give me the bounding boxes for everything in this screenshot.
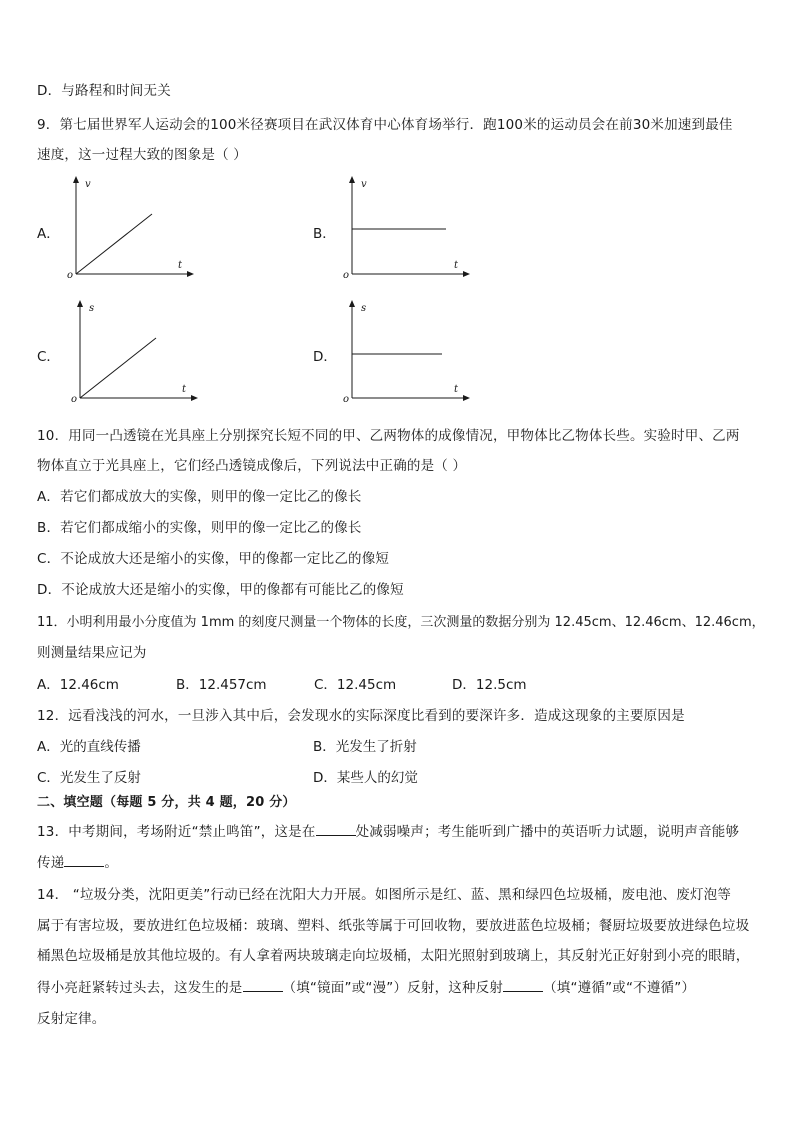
x-axis-arrow — [463, 271, 470, 277]
q14-line3: 桶黑色垃圾桶是放其他垃圾的。有人拿着两块玻璃走向垃圾桶，太阳光照射到玻璃上，其反射光正好射到小亮的眼睛， — [37, 948, 750, 964]
q10-stem-line2: 物体直立于光具座上，它们经凸透镜成像后，下列说法中正确的是（ ） — [37, 458, 467, 474]
q10-option-d: D．不论成放大还是缩小的实像，甲的像都有可能比乙的像短 — [37, 582, 404, 598]
q14-blank-1[interactable] — [243, 977, 283, 992]
x-axis-label: t — [178, 260, 183, 271]
q11-option-c: C．12.45cm — [314, 677, 397, 693]
origin-label: o — [67, 270, 74, 280]
y-axis-label: s — [89, 303, 95, 314]
q12-option-b: B．光发生了折射 — [313, 739, 417, 755]
q10-option-a: A．若它们都成放大的实像，则甲的像一定比乙的像长 — [37, 489, 362, 505]
q13-blank-2[interactable] — [64, 852, 104, 867]
q9-graph-b — [342, 174, 472, 280]
q12-option-d: D．某些人的幻觉 — [313, 770, 418, 786]
q14-line1: 14． “垃圾分类，沈阳更美”行动已经在沈阳大力开展。如图所示是红、蓝、黑和绿四色垃圾桶，废电池、废灯泡等 — [37, 887, 732, 903]
y-axis-label: s — [361, 303, 367, 314]
q11-option-d: D．12.5cm — [452, 677, 527, 693]
q14-blank-2[interactable] — [503, 977, 543, 992]
q9-graph-d — [342, 298, 472, 404]
q14-text-c: （填“遵循”或“不遵循”） — [543, 980, 696, 996]
q9-graph-a — [66, 174, 196, 280]
q14-line5: 反射定律。 — [37, 1011, 106, 1027]
q14-line2: 属于有害垃圾，要放进红色垃圾桶：玻璃、塑料、纸张等属于可回收物，要放进蓝色垃圾桶；餐厨垃圾要放进绿色垃圾 — [37, 918, 750, 934]
origin-label: o — [343, 394, 350, 404]
x-axis-arrow — [191, 395, 198, 401]
y-axis-label: v — [361, 179, 367, 190]
y-axis-arrow — [349, 300, 355, 307]
q10-option-c: C．不论成放大还是缩小的实像，甲的像都一定比乙的像短 — [37, 551, 390, 567]
q12-option-c: C．光发生了反射 — [37, 770, 141, 786]
graph-line — [80, 338, 156, 398]
q9-graph-c — [70, 298, 200, 404]
q13-text-c: 传递 — [37, 855, 65, 871]
q13-line1 — [37, 821, 739, 842]
q10-option-b: B．若它们都成缩小的实像，则甲的像一定比乙的像长 — [37, 520, 362, 536]
x-axis-label: t — [454, 384, 459, 395]
q11-option-b: B．12.457cm — [176, 677, 267, 693]
q9-stem-line2: 速度，这一过程大致的图象是（ ） — [37, 147, 247, 163]
section-heading-fill-in: 二、填空题（每题 5 分，共 4 题，20 分） — [37, 795, 296, 810]
q14-line4 — [37, 977, 695, 998]
q9-option-b-label: B． — [313, 226, 336, 242]
x-axis-label: t — [182, 384, 187, 395]
q13-text-b: 处减弱噪声；考生能听到广播中的英语听力试题，说明声音能够 — [355, 824, 740, 840]
q11-stem-line1: 11．小明利用最小分度值为 1mm 的刻度尺测量一个物体的长度，三次测量的数据分别为 12.45cm、12.46cm、12.46cm， — [37, 615, 765, 630]
q13-text-a: 13．中考期间，考场附近“禁止鸣笛”，这是在 — [37, 824, 316, 840]
x-axis-arrow — [187, 271, 194, 277]
q9-option-d-label: D． — [313, 349, 337, 365]
q9-stem-line1: 9．第七届世界军人运动会的100米径赛项目在武汉体育中心体育场举行．跑100米的运动员会在前30米加速到最佳 — [37, 117, 733, 133]
origin-label: o — [343, 270, 350, 280]
y-axis-arrow — [77, 300, 83, 307]
origin-label: o — [71, 394, 78, 404]
y-axis-arrow — [73, 176, 79, 183]
q14-text-a: 得小亮赶紧转过头去，这发生的是 — [37, 980, 243, 996]
x-axis-label: t — [454, 260, 459, 271]
q8-option-d: D．与路程和时间无关 — [37, 83, 171, 99]
q9-option-a-label: A． — [37, 226, 60, 242]
q11-option-a: A．12.46cm — [37, 677, 119, 693]
q13-text-d: 。 — [104, 855, 119, 871]
y-axis-label: v — [85, 179, 91, 190]
q9-option-c-label: C． — [37, 349, 60, 365]
q14-text-b: （填“镜面”或“漫”）反射，这种反射 — [282, 980, 504, 996]
y-axis-arrow — [349, 176, 355, 183]
graph-line — [76, 214, 152, 274]
q13-blank-1[interactable] — [316, 821, 356, 836]
q13-line2 — [37, 852, 118, 873]
q12-option-a: A．光的直线传播 — [37, 739, 141, 755]
x-axis-arrow — [463, 395, 470, 401]
q12-stem: 12．远看浅浅的河水，一旦涉入其中后，会发现水的实际深度比看到的要深许多．造成这现象的主要原因是 — [37, 708, 685, 724]
q11-stem-line2: 则测量结果应记为 — [37, 645, 147, 661]
q10-stem-line1: 10．用同一凸透镜在光具座上分别探究长短不同的甲、乙两物体的成像情况，甲物体比乙物体长些。实验时甲、乙两 — [37, 428, 740, 444]
